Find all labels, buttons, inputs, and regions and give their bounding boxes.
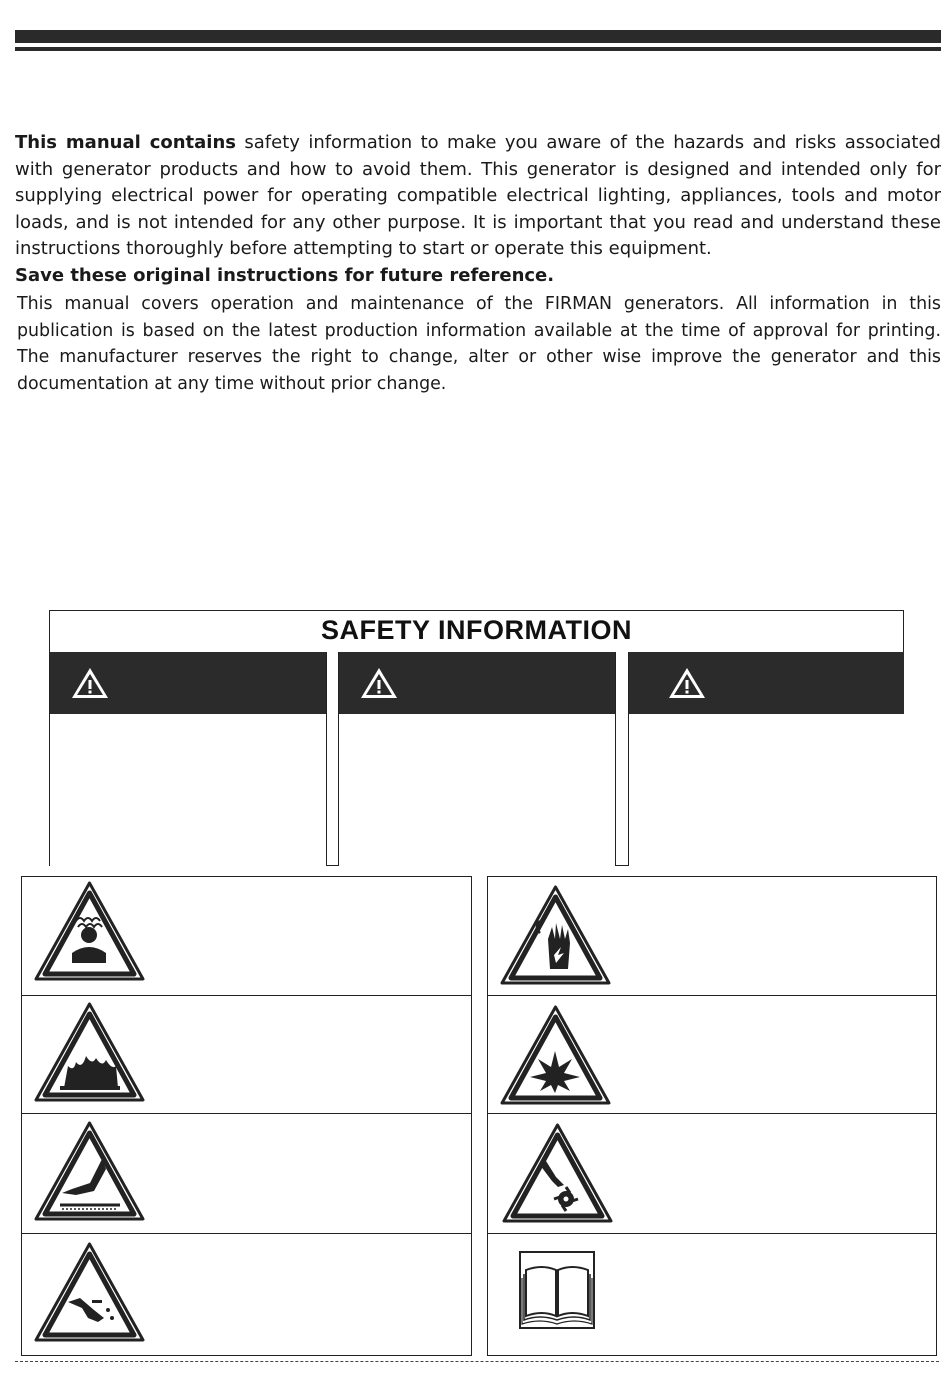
signal-column-warning xyxy=(338,652,616,866)
signal-body xyxy=(50,714,326,866)
fire-hazard-icon xyxy=(32,1000,147,1106)
hazard-row xyxy=(488,1234,936,1355)
safety-title: SAFETY INFORMATION xyxy=(321,615,632,645)
signal-header xyxy=(629,652,904,714)
electric-shock-icon xyxy=(498,883,613,989)
coverage-paragraph xyxy=(17,291,941,397)
intro-lead-bold: This manual contains xyxy=(15,132,236,153)
signal-column-danger xyxy=(50,652,327,866)
hazard-row xyxy=(488,996,936,1114)
coverage-text: This manual covers operation and maintenance of the FIRMAN generators. All information in this publication is based on the latest production information available at the time of approval for printing. The manufacturer reserves the right to change, alter or other wise improve the generator and this documentation at any time without prior change. xyxy=(17,294,941,394)
danger-icon xyxy=(70,666,110,700)
intro-lead-text: safety information to make you aware of the hazards and risks associated with generator products and how to avoid them. This generator is designed and intended only for supplying electrical power for operating compatible electrical lighting, appliances, tools and motor loads, and is not intended for any other purpose. It is important that you read and understand these instructions thoroughly before attempting to start or operate this equipment. xyxy=(15,132,941,259)
header-rule-thick xyxy=(15,30,941,43)
signal-body xyxy=(629,714,904,866)
hazard-row xyxy=(22,1234,471,1355)
hazard-row xyxy=(488,1114,936,1234)
signal-header xyxy=(339,652,615,714)
read-manual-icon xyxy=(518,1250,596,1330)
hazard-row xyxy=(22,1114,471,1234)
bottom-dashed-rule xyxy=(15,1361,939,1362)
explosion-icon xyxy=(498,1003,613,1109)
hazard-grid-right xyxy=(487,876,937,1356)
rotating-parts-icon xyxy=(500,1121,615,1227)
save-instructions-note: Save these original instructions for future reference. xyxy=(15,264,555,286)
hot-surface-icon xyxy=(32,1119,147,1225)
caution-icon xyxy=(667,666,707,700)
chemical-burn-icon xyxy=(32,1240,147,1346)
hazard-row xyxy=(488,877,936,996)
hazard-grid-left xyxy=(21,876,472,1356)
signal-column-caution xyxy=(628,652,904,866)
signal-body xyxy=(339,714,615,866)
intro-paragraph xyxy=(15,130,941,289)
hazard-row xyxy=(22,996,471,1114)
warning-icon xyxy=(359,666,399,700)
hazard-row xyxy=(22,877,471,996)
signal-header xyxy=(50,652,326,714)
toxic-fumes-icon xyxy=(32,879,147,985)
header-rule-thin xyxy=(15,47,941,51)
safety-information-box xyxy=(49,610,904,866)
